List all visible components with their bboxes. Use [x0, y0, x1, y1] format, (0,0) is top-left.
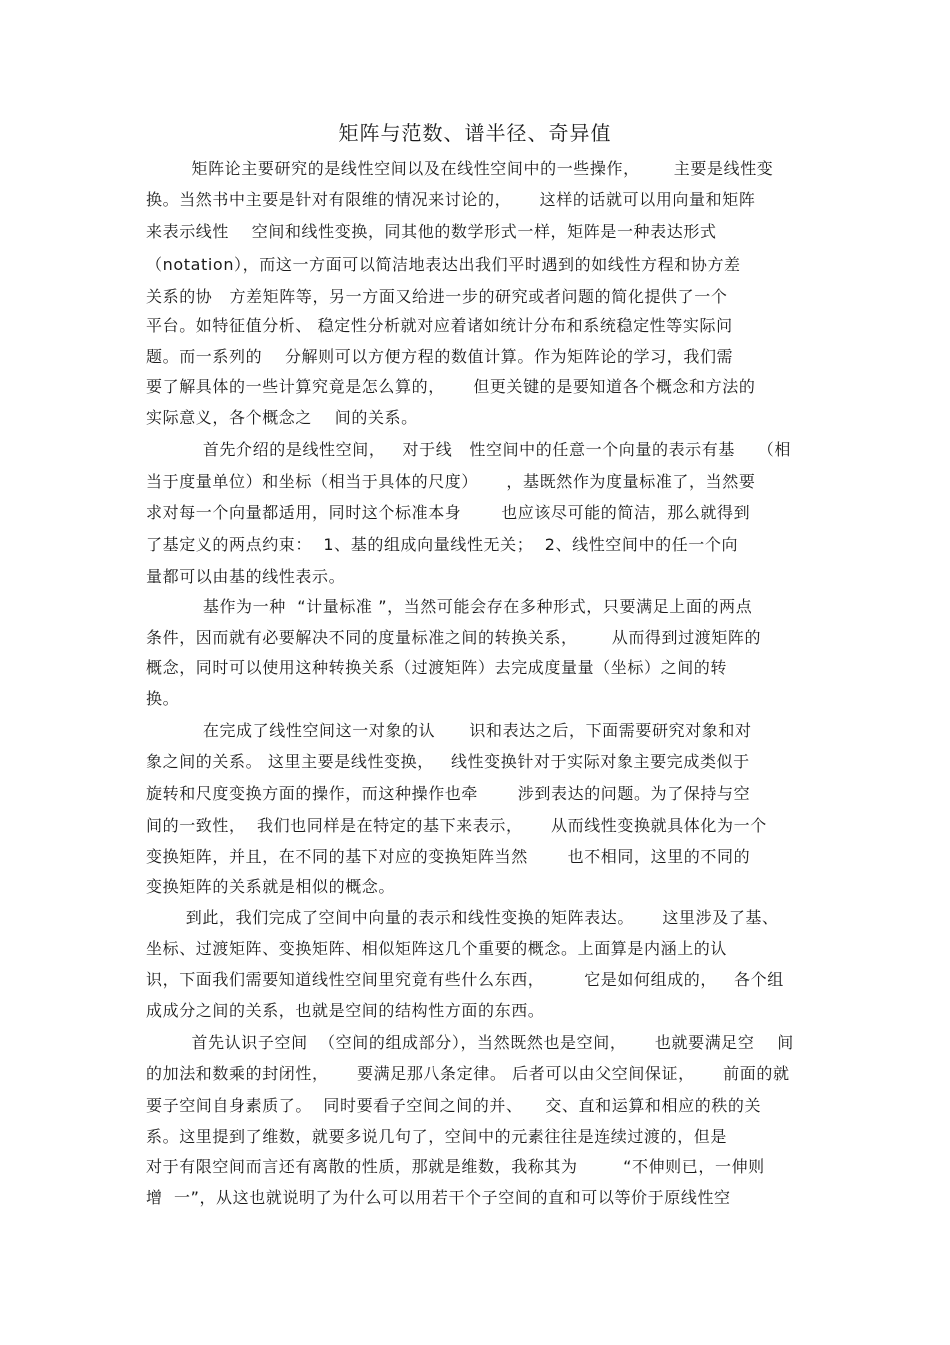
text-line: 概念，同时可以使用这种转换关系（过渡矩阵）去完成度量量（坐标）之间的转 [146, 658, 728, 677]
text-line: 实际意义，各个概念之 间的关系。 [146, 408, 418, 427]
text-line: 量都可以由基的线性表示。 [146, 567, 346, 586]
text-line: 间的一致性， 我们也同样是在特定的基下来表示， 从而线性变换就具体化为一个 [146, 816, 767, 835]
text-line: 来表示线性 空间和线性变换，同其他的数学形式一样，矩阵是一种表达形式 [146, 222, 717, 241]
text-line: 象之间的关系。 这里主要是线性变换， 线性变换针对于实际对象主要完成类似于 [146, 752, 750, 771]
text-line: 的加法和数乘的封闭性， 要满足那八条定律。 后者可以由父空间保证， 前面的就 [146, 1064, 790, 1083]
text-line: 在完成了线性空间这一对象的认 识和表达之后，下面需要研究对象和对 [146, 721, 752, 740]
text-line: 条件，因而就有必要解决不同的度量标准之间的转换关系， 从而得到过渡矩阵的 [146, 628, 762, 647]
text-line: 增 一”，从这也就说明了为什么可以用若干个子空间的直和可以等价于原线性空 [146, 1188, 731, 1207]
text-line: 首先认识子空间 （空间的组成部分），当然既然也是空间， 也就要满足空 间 [146, 1033, 794, 1052]
text-line: 换。当然书中主要是针对有限维的情况来讨论的， 这样的话就可以用向量和矩阵 [146, 190, 756, 209]
text-line: 关系的协 方差矩阵等，另一方面又给进一步的研究或者问题的简化提供了一个 [146, 287, 728, 306]
text-line: 矩阵论主要研究的是线性空间以及在线性空间中的一些操作， 主要是线性变 [146, 159, 774, 178]
text-line: 平台。如特征值分析、 稳定性分析就对应着诸如统计分布和系统稳定性等实际问 [146, 316, 733, 335]
page-title: 矩阵与范数、谱半径、奇异值 [338, 121, 612, 145]
text-line: 当于度量单位）和坐标（相当于具体的尺度） ，基既然作为度量标准了，当然要 [146, 472, 756, 491]
text-line: 变换矩阵的关系就是相似的概念。 [146, 877, 396, 896]
text-line: 要子空间自身素质了。 同时要看子空间之间的并、 交、直和运算和相应的秩的关 [146, 1096, 762, 1115]
text-line: 旋转和尺度变换方面的操作，而这种操作也牵 涉到表达的问题。为了保持与空 [146, 784, 751, 803]
text-line: 换。 [146, 689, 180, 708]
text-line: 变换矩阵，并且，在不同的基下对应的变换矩阵当然 也不相同，这里的不同的 [146, 847, 751, 866]
text-line: 首先介绍的是线性空间， 对于线 性空间中的任意一个向量的表示有基 （相 [146, 440, 791, 459]
text-line: 了基定义的两点约束： 1、基的组成向量线性无关； 2、线性空间中的任一个向 [146, 535, 739, 554]
text-line: 基作为一种 “计量标准 ”，当然可能会存在多种形式，只要满足上面的两点 [146, 597, 753, 616]
text-line: 要了解具体的一些计算究竟是怎么算的， 但更关键的是要知道各个概念和方法的 [146, 377, 756, 396]
text-line: 到此，我们完成了空间中向量的表示和线性变换的矩阵表达。 这里涉及了基、 [146, 908, 779, 927]
text-line: 成成分之间的关系，也就是空间的结构性方面的东西。 [146, 1001, 545, 1020]
text-line: 坐标、过渡矩阵、变换矩阵、相似矩阵这几个重要的概念。上面算是内涵上的认 [146, 939, 728, 958]
text-line: 识，下面我们需要知道线性空间里究竟有些什么东西， 它是如何组成的， 各个组 [146, 970, 784, 989]
text-line: 系。这里提到了维数，就要多说几句了，空间中的元素往往是连续过渡的，但是 [146, 1127, 728, 1146]
text-line: 对于有限空间而言还有离散的性质，那就是维数，我称其为 “不伸则已，一伸则 [146, 1157, 765, 1176]
text-line: 求对每一个向量都适用，同时这个标准本身 也应该尽可能的简洁，那么就得到 [146, 503, 751, 522]
text-line: 题。而一系列的 分解则可以方便方程的数值计算。作为矩阵论的学习，我们需 [146, 347, 734, 366]
text-line: （notation），而这一方面可以简洁地表达出我们平时遇到的如线性方程和协方差 [146, 255, 741, 274]
